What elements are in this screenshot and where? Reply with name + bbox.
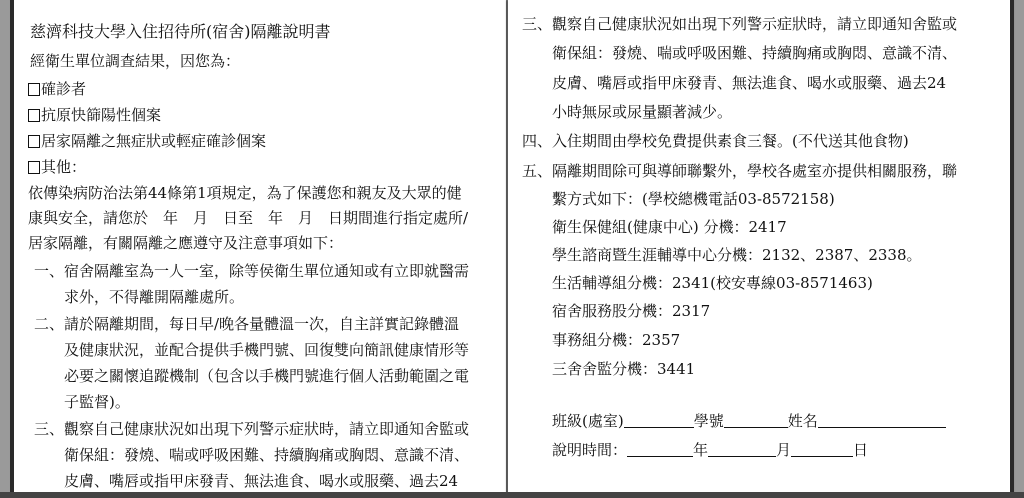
item-line: 小時無尿或尿量顯著減少。 bbox=[552, 103, 733, 121]
item-line: 求外，不得離開隔離處所。 bbox=[64, 288, 245, 306]
item-number: 三、 bbox=[522, 15, 553, 33]
right-page bbox=[508, 0, 1014, 498]
left-page bbox=[10, 0, 506, 498]
bottom-border bbox=[0, 492, 1024, 498]
checkbox[interactable] bbox=[28, 135, 40, 148]
item-line: 皮膚、嘴唇或指甲床發青、無法進食、喝水或服藥、過去24 bbox=[552, 74, 947, 92]
item-line: 衛保組：發燒、喘或呼吸困難、持續胸痛或胸悶、意識不清、 bbox=[552, 44, 958, 62]
item-line: 觀察自己健康狀況如出現下列警示症狀時，請立即通知舍監或 bbox=[64, 420, 470, 438]
item-number: 二、 bbox=[34, 315, 65, 333]
item-line: 皮膚、嘴唇或指甲床發青、無法進食、喝水或服藥、過去24 bbox=[64, 472, 459, 490]
time-label: 說明時間： bbox=[552, 441, 628, 459]
item-line: 繫方式如下：(學校總機電話03-8572158) bbox=[552, 190, 835, 208]
contact-line: 衛生保健組(健康中心) 分機：2417 bbox=[552, 218, 787, 236]
item-line: 宿舍隔離室為一人一室，除等侯衛生單位通知或有立即就醫需 bbox=[64, 262, 470, 280]
item-line: 必要之關懷追蹤機制（包含以手機門號進行個人活動範圍之電 bbox=[64, 367, 470, 385]
option-other: 其他： bbox=[28, 157, 86, 177]
student-id-field[interactable] bbox=[724, 412, 788, 428]
option-home-isolation: 居家隔離之無症狀或輕症確診個案 bbox=[28, 131, 266, 151]
item-number: 三、 bbox=[34, 420, 65, 438]
name-label: 姓名 bbox=[787, 412, 818, 430]
item-line: 及健康狀況，並配合提供手機門號、回復雙向簡訊健康情形等 bbox=[64, 341, 470, 359]
checkbox[interactable] bbox=[28, 161, 40, 174]
day-field[interactable] bbox=[791, 441, 853, 457]
year-label: 年 bbox=[693, 441, 709, 459]
class-field[interactable] bbox=[624, 412, 694, 428]
checkbox[interactable] bbox=[28, 83, 40, 96]
law-text-line: 康與安全，請您於 年 月 日至 年 月 日期間進行指定處所/ bbox=[28, 209, 469, 227]
class-label: 班級(處室) bbox=[552, 412, 624, 430]
item-number: 一、 bbox=[34, 262, 65, 280]
item-line: 隔離期間除可與導師聯繫外，學校各處室亦提供相關服務，聯 bbox=[552, 162, 958, 180]
document-title: 慈濟科技大學入住招待所(宿舍)隔離說明書 bbox=[30, 22, 331, 41]
item-line: 衛保組：發燒、喘或呼吸困難、持續胸痛或胸悶、意識不清、 bbox=[64, 446, 470, 464]
month-field[interactable] bbox=[708, 441, 776, 457]
item-line: 入住期間由學校免費提供素食三餐。(不代送其他食物) bbox=[552, 132, 909, 150]
intro-text: 經衛生單位調查結果，因您為： bbox=[30, 52, 241, 70]
checkbox[interactable] bbox=[28, 109, 40, 122]
student-id-label: 學號 bbox=[693, 412, 724, 430]
item-number: 四、 bbox=[522, 132, 553, 150]
month-label: 月 bbox=[776, 441, 792, 459]
contact-line: 三舍舍監分機：3441 bbox=[552, 360, 696, 378]
option-confirmed: 確診者 bbox=[28, 79, 86, 99]
law-text-line: 依傳染病防治法第44條第1項規定，為了保護您和親友及大眾的健 bbox=[28, 184, 462, 202]
year-field[interactable] bbox=[627, 441, 693, 457]
name-field[interactable] bbox=[818, 412, 946, 428]
option-antigen-positive: 抗原快篩陽性個案 bbox=[28, 105, 161, 125]
explanation-time-row bbox=[552, 440, 868, 460]
contact-line: 事務組分機：2357 bbox=[552, 331, 681, 349]
item-line: 觀察自己健康狀況如出現下列警示症狀時，請立即通知舍監或 bbox=[552, 15, 958, 33]
contact-line: 學生諮商暨生涯輔導中心分機：2132、2387、2338。 bbox=[552, 246, 922, 264]
law-text-line: 居家隔離，有關隔離之應遵守及注意事項如下： bbox=[28, 234, 344, 252]
item-number: 五、 bbox=[522, 162, 553, 180]
item-line: 請於隔離期間，每日早/晚各量體溫一次，自主詳實記錄體溫 bbox=[64, 315, 460, 333]
signature-row bbox=[552, 411, 946, 431]
day-label: 日 bbox=[853, 441, 869, 459]
contact-line: 生活輔導組分機：2341(校安專線03-8571463) bbox=[552, 274, 873, 292]
contact-line: 宿舍服務股分機：2317 bbox=[552, 302, 711, 320]
item-line: 子監督)。 bbox=[64, 393, 130, 411]
